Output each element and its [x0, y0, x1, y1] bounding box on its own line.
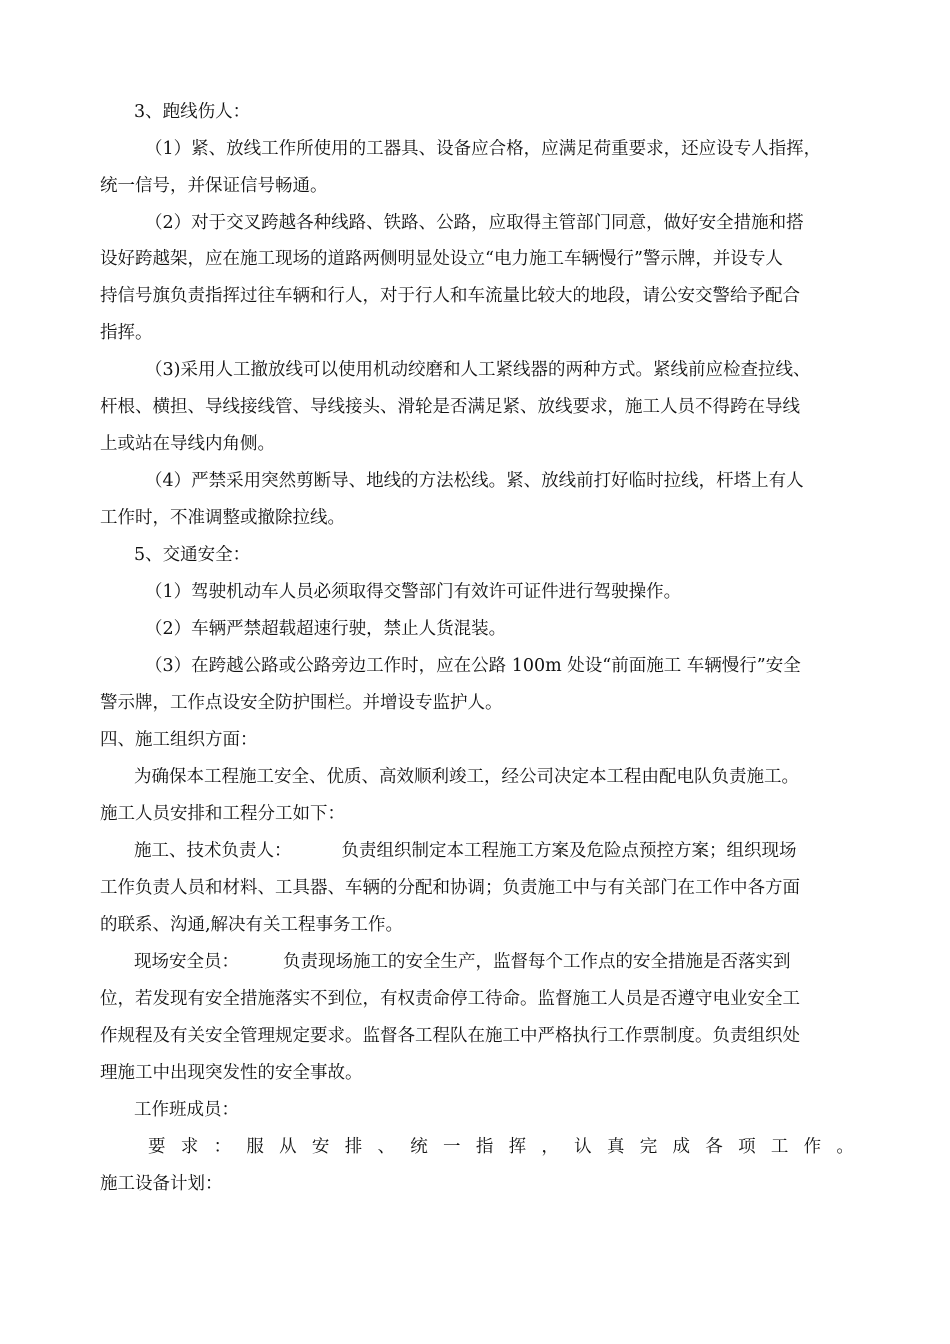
requirement-char: 项	[738, 1137, 756, 1157]
tech-lead-duty: 负责组织制定本工程施工方案及危险点预控方案；组织现场	[341, 841, 797, 861]
requirement-char: 从	[279, 1137, 297, 1157]
requirement-char: 、	[377, 1137, 395, 1157]
requirement-char: 作	[803, 1137, 822, 1157]
paragraph-line: （1）驾驶机动车人员必须取得交警部门有效许可证件进行驾驶操作。	[145, 582, 682, 602]
equipment-plan-label: 施工设备计划：	[100, 1174, 223, 1194]
requirement-char: 统	[410, 1137, 428, 1157]
paragraph-line: 工作负责人员和材料、工具器、车辆的分配和协调；负责施工中与有关部门在工作中各方面	[100, 878, 800, 898]
paragraph-line: （4）严禁采用突然剪断导、地线的方法松线。紧、放线前打好临时拉线，杆塔上有人	[145, 471, 804, 491]
requirement-char: 真	[606, 1137, 625, 1157]
requirement-line	[148, 1135, 854, 1159]
safety-officer-label: 现场安全员：	[134, 952, 239, 972]
paragraph-line: 警示牌，工作点设安全防护围栏。并增设专监护人。	[100, 693, 503, 713]
requirement-char: 完	[639, 1137, 658, 1157]
paragraph-line: 理施工中出现突发性的安全事故。	[100, 1063, 363, 1083]
requirement-char: 认	[574, 1137, 592, 1157]
paragraph-line: 为确保本工程施工安全、优质、高效顺利竣工，经公司决定本工程由配电队负责施工。	[134, 767, 799, 787]
requirement-char: 排	[344, 1137, 363, 1157]
heading-3-wire-injury: 3、跑线伤人：	[134, 102, 251, 122]
paragraph-line: （3）在跨越公路或公路旁边工作时，应在公路 100m 处设“前面施工 车辆慢行”安全	[145, 656, 801, 676]
requirement-char: 工	[770, 1137, 789, 1157]
requirement-char: 指	[475, 1137, 494, 1157]
paragraph-line: （2）对于交叉跨越各种线路、铁路、公路，应取得主管部门同意，做好安全措施和搭	[145, 213, 804, 233]
paragraph-line: 的联系、沟通,解决有关工程事务工作。	[100, 915, 404, 935]
paragraph-line: 指挥。	[100, 323, 153, 343]
paragraph-line: （3)采用人工撤放线可以使用机动绞磨和人工紧线器的两种方式。紧线前应检查拉线、	[145, 360, 811, 380]
paragraph-line: 持信号旗负责指挥过往车辆和行人，对于行人和车流量比较大的地段，请公安交警给予配合	[100, 286, 800, 306]
requirement-char: 各	[705, 1137, 723, 1157]
requirement-char: 。	[836, 1137, 854, 1157]
safety-officer-duty: 负责现场施工的安全生产，监督每个工作点的安全措施是否落实到	[283, 952, 791, 972]
requirement-char: 成	[672, 1137, 690, 1157]
paragraph-line: 统一信号，并保证信号畅通。	[100, 176, 328, 196]
requirement-char: 安	[311, 1137, 330, 1157]
paragraph-line: 位，若发现有安全措施落实不到位，有权责命停工待命。监督施工人员是否遵守电业安全工	[100, 989, 800, 1009]
tech-lead-label: 施工、技术负责人：	[134, 841, 292, 861]
work-team-members-label: 工作班成员：	[134, 1100, 239, 1120]
requirement-char: 挥	[508, 1137, 527, 1157]
requirement-char: 服	[246, 1137, 264, 1157]
tech-lead-line	[134, 839, 894, 863]
paragraph-line: 施工人员安排和工程分工如下：	[100, 804, 345, 824]
heading-4-construction-organization: 四、施工组织方面：	[100, 730, 258, 750]
paragraph-line: 上或站在导线内角侧。	[100, 434, 275, 454]
paragraph-line: （2）车辆严禁超载超速行驶，禁止人货混装。	[145, 619, 507, 639]
paragraph-line: 杆根、横担、导线接线管、导线接头、滑轮是否满足紧、放线要求，施工人员不得跨在导线	[100, 397, 800, 417]
requirement-char: ，	[541, 1137, 559, 1157]
heading-5-traffic-safety: 5、交通安全：	[134, 545, 251, 565]
requirement-char: 求	[180, 1137, 199, 1157]
requirement-char: 一	[443, 1137, 461, 1157]
paragraph-line: 工作时，不准调整或撤除拉线。	[100, 508, 345, 528]
paragraph-line: 作规程及有关安全管理规定要求。监督各工程队在施工中严格执行工作票制度。负责组织处	[100, 1026, 800, 1046]
paragraph-line: （1）紧、放线工作所使用的工器具、设备应合格，应满足荷重要求，还应设专人指挥，	[145, 139, 822, 159]
paragraph-line: 设好跨越架，应在施工现场的道路两侧明显处设立“电力施工车辆慢行”警示牌，并设专人	[100, 249, 783, 269]
requirement-char: 要	[148, 1137, 166, 1157]
safety-officer-line	[134, 950, 894, 974]
requirement-char: ：	[213, 1137, 232, 1157]
